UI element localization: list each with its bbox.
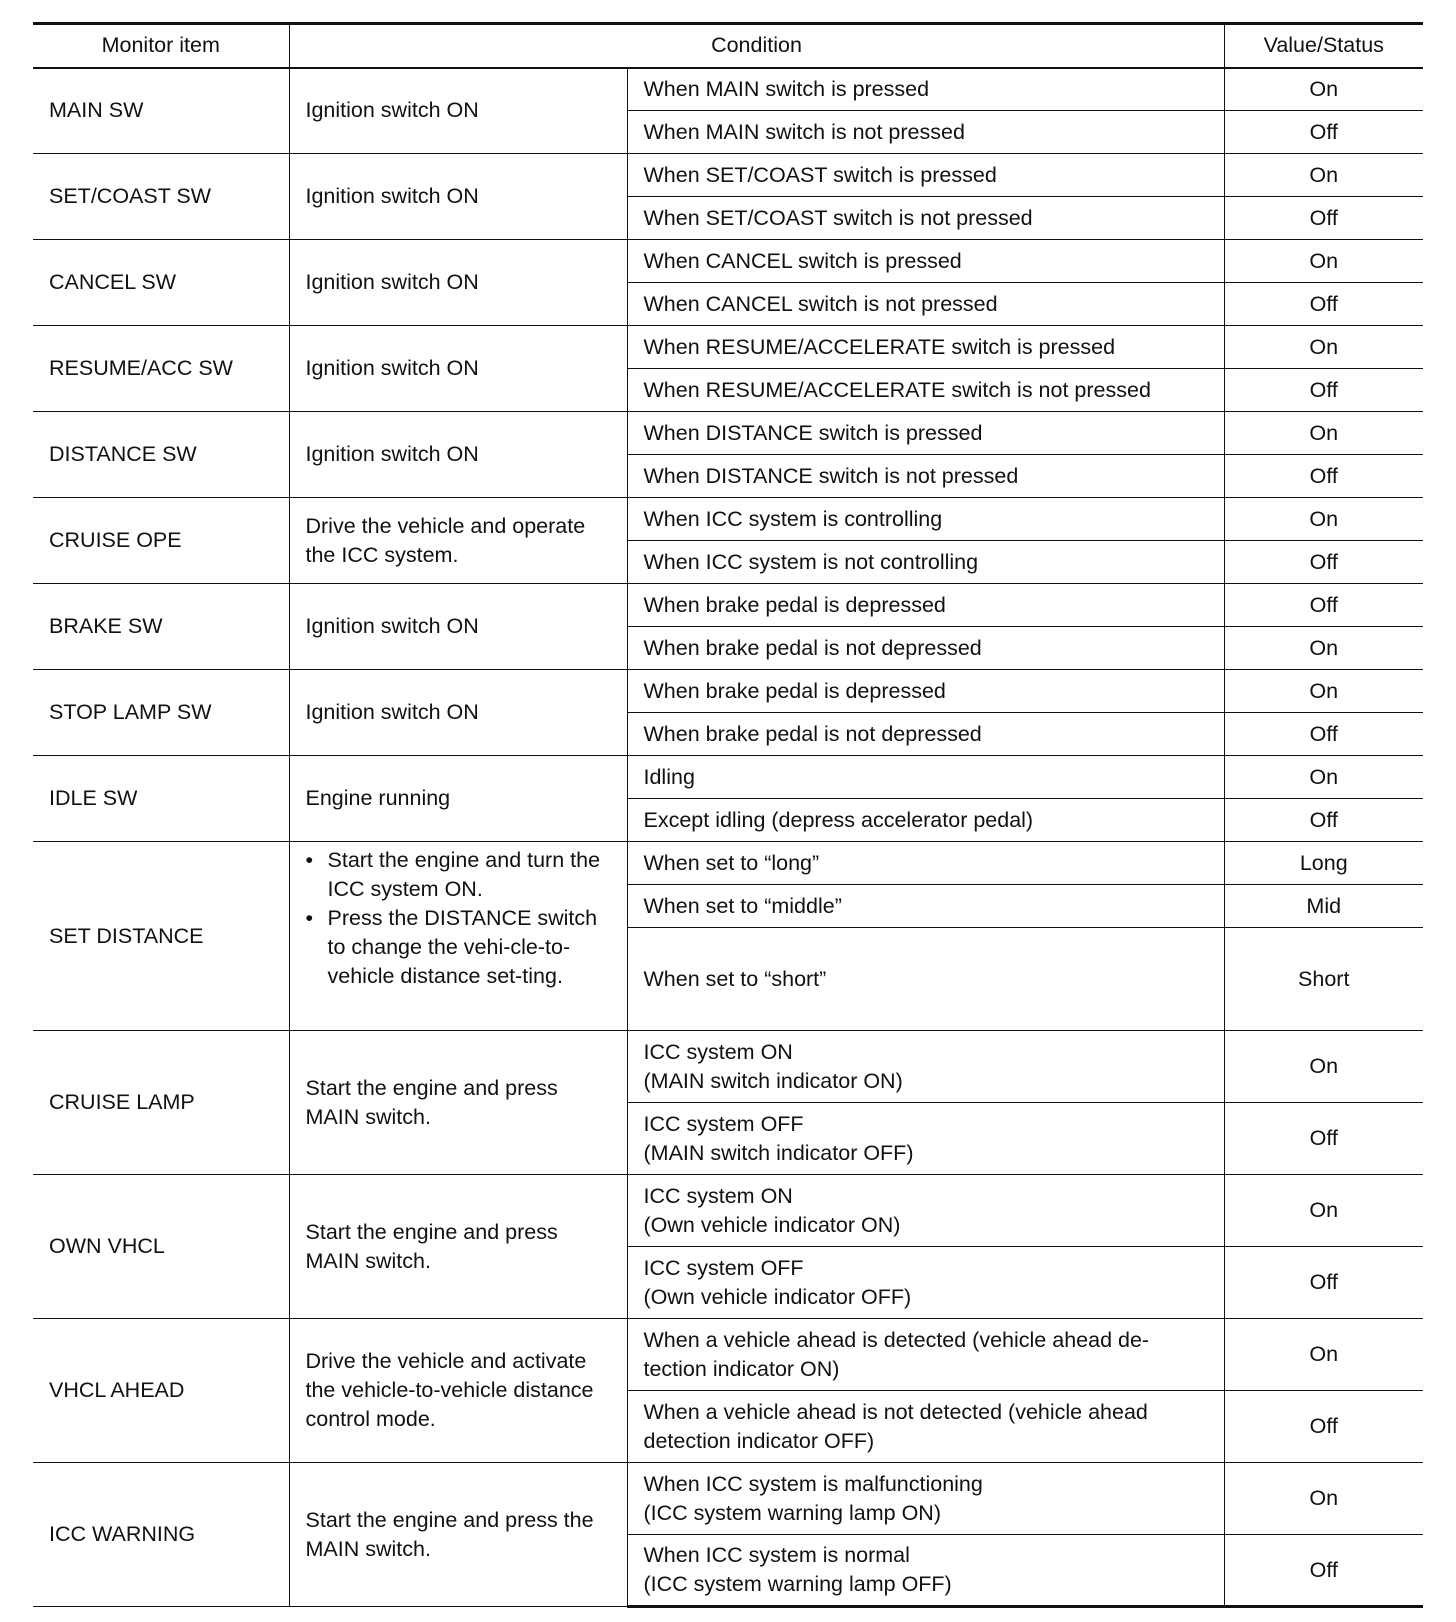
table-row — [33, 240, 1423, 283]
value-status: On — [1224, 326, 1423, 369]
condition-step: • Start the engine and turn the ICC system ON. — [328, 846, 613, 904]
monitor-item: VHCL AHEAD — [33, 1319, 289, 1463]
value-status: Off — [1224, 541, 1423, 584]
value-status: On — [1224, 68, 1423, 111]
condition-main: Ignition switch ON — [289, 670, 627, 756]
condition-main: Drive the vehicle and activate the vehicle-to-vehicle distance control mode. — [289, 1319, 627, 1463]
header-row — [33, 24, 1423, 68]
condition-sub: When ICC system is normal (ICC system warning lamp OFF) — [627, 1535, 1224, 1607]
monitor-item: OWN VHCL — [33, 1175, 289, 1319]
table-row — [33, 412, 1423, 455]
condition-sub: Idling — [627, 756, 1224, 799]
condition-sub: ICC system ON (MAIN switch indicator ON) — [627, 1031, 1224, 1103]
condition-sub: When MAIN switch is not pressed — [627, 111, 1224, 154]
table-row — [33, 1031, 1423, 1103]
table-row — [33, 1175, 1423, 1247]
condition-step: • Press the DISTANCE switch to change the vehi-cle-to-vehicle distance set-ting. — [328, 904, 613, 991]
condition-sub: When brake pedal is depressed — [627, 670, 1224, 713]
monitor-item: DISTANCE SW — [33, 412, 289, 498]
condition-sub: When a vehicle ahead is not detected (vehicle ahead detection indicator OFF) — [627, 1391, 1224, 1463]
monitor-table — [33, 22, 1423, 1608]
condition-sub: When RESUME/ACCELERATE switch is pressed — [627, 326, 1224, 369]
table-row — [33, 498, 1423, 541]
table-row — [33, 68, 1423, 111]
value-status: On — [1224, 627, 1423, 670]
value-status: Off — [1224, 197, 1423, 240]
value-status: Long — [1224, 842, 1423, 885]
value-status: Short — [1224, 928, 1423, 1031]
condition-main: Ignition switch ON — [289, 326, 627, 412]
condition-main: Drive the vehicle and operate the ICC system. — [289, 498, 627, 584]
condition-sub: When DISTANCE switch is pressed — [627, 412, 1224, 455]
condition-sub: When set to “long” — [627, 842, 1224, 885]
monitor-item: IDLE SW — [33, 756, 289, 842]
condition-main: Ignition switch ON — [289, 240, 627, 326]
condition-sub: ICC system OFF (MAIN switch indicator OFF) — [627, 1103, 1224, 1175]
monitor-item: MAIN SW — [33, 68, 289, 154]
table-row — [33, 154, 1423, 197]
condition-sub: ICC system ON (Own vehicle indicator ON) — [627, 1175, 1224, 1247]
value-status: On — [1224, 412, 1423, 455]
condition-sub: When ICC system is controlling — [627, 498, 1224, 541]
monitor-item: SET/COAST SW — [33, 154, 289, 240]
condition-sub: When a vehicle ahead is detected (vehicle ahead de- tection indicator ON) — [627, 1319, 1224, 1391]
value-status: Off — [1224, 1391, 1423, 1463]
table-row — [33, 756, 1423, 799]
condition-main: Engine running — [289, 756, 627, 842]
value-status: Mid — [1224, 885, 1423, 928]
condition-main: Ignition switch ON — [289, 412, 627, 498]
value-status: Off — [1224, 713, 1423, 756]
monitor-item: SET DISTANCE — [33, 842, 289, 1031]
condition-sub: When RESUME/ACCELERATE switch is not pressed — [627, 369, 1224, 412]
condition-sub: When MAIN switch is pressed — [627, 68, 1224, 111]
condition-sub: Except idling (depress accelerator pedal) — [627, 799, 1224, 842]
table-row — [33, 1319, 1423, 1391]
table-row — [33, 670, 1423, 713]
condition-main: Start the engine and press MAIN switch. — [289, 1175, 627, 1319]
condition-main: Ignition switch ON — [289, 154, 627, 240]
monitor-item: STOP LAMP SW — [33, 670, 289, 756]
value-status: Off — [1224, 283, 1423, 326]
header-value-status: Value/Status — [1224, 24, 1423, 68]
condition-main: Start the engine and press the MAIN switch. — [289, 1463, 627, 1607]
table-row — [33, 326, 1423, 369]
value-status: Off — [1224, 1247, 1423, 1319]
monitor-item: CRUISE OPE — [33, 498, 289, 584]
condition-main: Ignition switch ON — [289, 584, 627, 670]
value-status: Off — [1224, 584, 1423, 627]
value-status: Off — [1224, 799, 1423, 842]
condition-sub: When brake pedal is not depressed — [627, 627, 1224, 670]
condition-sub: When SET/COAST switch is pressed — [627, 154, 1224, 197]
header-monitor-item: Monitor item — [33, 24, 289, 68]
condition-main — [289, 842, 627, 1031]
condition-sub: When set to “middle” — [627, 885, 1224, 928]
value-status: On — [1224, 1175, 1423, 1247]
condition-sub: ICC system OFF (Own vehicle indicator OFF) — [627, 1247, 1224, 1319]
condition-steps — [306, 846, 613, 991]
condition-sub: When CANCEL switch is not pressed — [627, 283, 1224, 326]
condition-sub: When set to “short” — [627, 928, 1224, 1031]
condition-sub: When DISTANCE switch is not pressed — [627, 455, 1224, 498]
table-row — [33, 584, 1423, 627]
value-status: On — [1224, 498, 1423, 541]
value-status: On — [1224, 154, 1423, 197]
value-status: Off — [1224, 369, 1423, 412]
monitor-item: CRUISE LAMP — [33, 1031, 289, 1175]
value-status: On — [1224, 756, 1423, 799]
condition-sub: When SET/COAST switch is not pressed — [627, 197, 1224, 240]
condition-main: Ignition switch ON — [289, 68, 627, 154]
value-status: Off — [1224, 455, 1423, 498]
value-status: On — [1224, 1031, 1423, 1103]
condition-sub: When brake pedal is depressed — [627, 584, 1224, 627]
value-status: On — [1224, 670, 1423, 713]
condition-sub: When CANCEL switch is pressed — [627, 240, 1224, 283]
condition-sub: When ICC system is not controlling — [627, 541, 1224, 584]
monitor-item: CANCEL SW — [33, 240, 289, 326]
condition-sub: When ICC system is malfunctioning (ICC system warning lamp ON) — [627, 1463, 1224, 1535]
monitor-item: BRAKE SW — [33, 584, 289, 670]
value-status: Off — [1224, 111, 1423, 154]
value-status: On — [1224, 1463, 1423, 1535]
monitor-item: ICC WARNING — [33, 1463, 289, 1607]
value-status: Off — [1224, 1103, 1423, 1175]
value-status: On — [1224, 240, 1423, 283]
table-row — [33, 1463, 1423, 1535]
value-status: On — [1224, 1319, 1423, 1391]
monitor-item: RESUME/ACC SW — [33, 326, 289, 412]
condition-sub: When brake pedal is not depressed — [627, 713, 1224, 756]
value-status: Off — [1224, 1535, 1423, 1607]
table-row — [33, 842, 1423, 885]
condition-main: Start the engine and press MAIN switch. — [289, 1031, 627, 1175]
header-condition: Condition — [289, 24, 1224, 68]
